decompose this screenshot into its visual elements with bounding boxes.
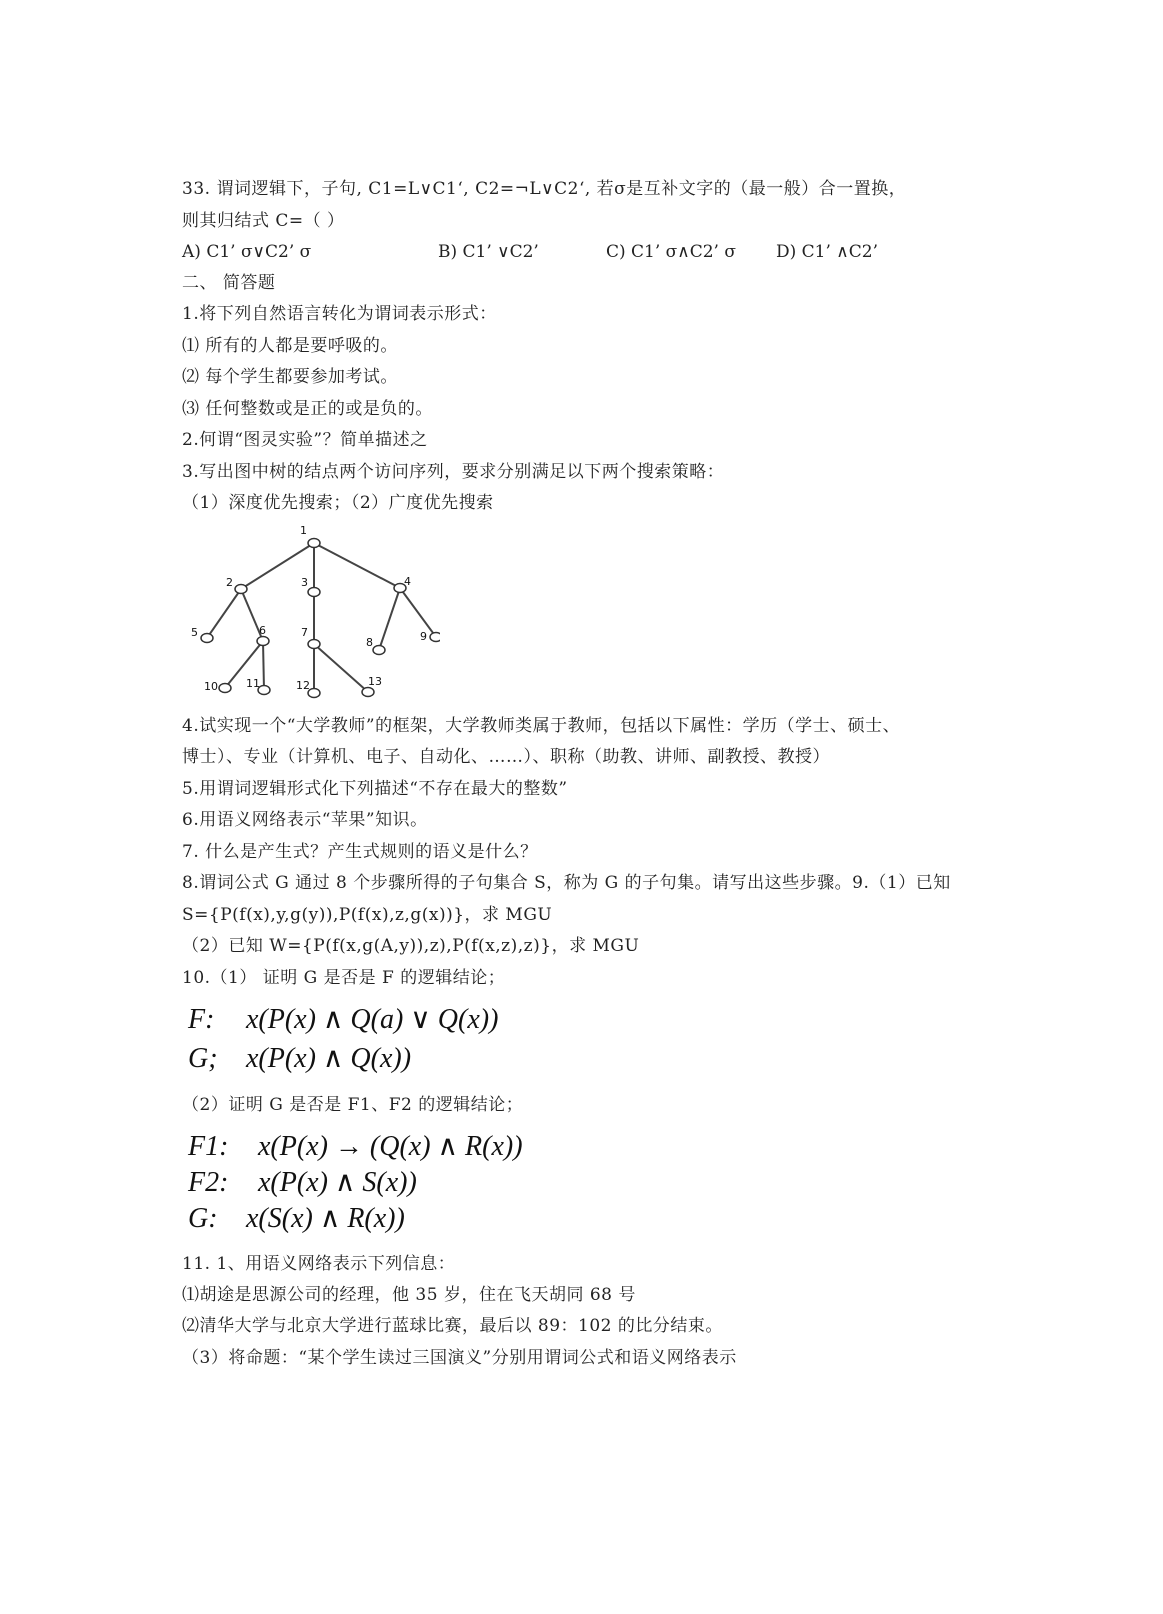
formula-F-label: F: <box>188 1004 215 1035</box>
q1-title: 1.将下列自然语言转化为谓词表示形式： <box>182 304 497 324</box>
formula-G <box>188 1043 411 1075</box>
tree-node-3 <box>308 588 320 597</box>
tree-label-13: 13 <box>368 675 382 688</box>
q5-text: 5.用谓词逻辑形式化下列描述“不存在最大的整数” <box>182 779 568 799</box>
formula-F2 <box>188 1167 417 1199</box>
q10-line2: （2）证明 G 是否是 F1、F2 的逻辑结论； <box>182 1095 524 1115</box>
tree-label-7: 7 <box>301 626 308 639</box>
tree-label-2: 2 <box>226 576 233 589</box>
tree-label-1: 1 <box>300 524 307 537</box>
tree-node-8 <box>373 646 385 655</box>
tree-label-6: 6 <box>259 624 266 637</box>
search-tree-diagram <box>180 520 440 705</box>
formula-F2-expr: x(P(x) ∧ S(x)) <box>258 1167 417 1198</box>
q33-option-c: C) C1’ σ∧C2’ σ <box>606 242 736 262</box>
q1-item-3: ⑶ 任何整数或是正的或是负的。 <box>182 399 433 419</box>
tree-edges <box>207 543 436 693</box>
q11-item-2: ⑵清华大学与北京大学进行蓝球比赛，最后以 89：102 的比分结束。 <box>182 1316 723 1336</box>
q1-item-2: ⑵ 每个学生都要参加考试。 <box>182 367 398 387</box>
tree-node-7 <box>308 640 320 649</box>
q11-title: 11. 1、用语义网络表示下列信息： <box>182 1254 456 1274</box>
formula-F2-label: F2: <box>188 1167 229 1198</box>
tree-label-12: 12 <box>296 679 310 692</box>
formula-G-label: G; <box>188 1043 218 1074</box>
tree-label-3: 3 <box>301 576 308 589</box>
q7-text: 7. 什么是产生式？产生式规则的语义是什么？ <box>182 842 538 862</box>
q8-line2: S={P(f(x),y,g(y)),P(f(x),z,g(x))}，求 MGU <box>182 905 553 925</box>
q33-option-a: A) C1’ σ∨C2’ σ <box>182 242 312 262</box>
q2-text: 2.何谓“图灵实验”？简单描述之 <box>182 430 428 450</box>
q33-option-b: B) C1’ ∨C2’ <box>438 242 539 262</box>
tree-label-9: 9 <box>420 630 427 643</box>
tree-label-5: 5 <box>191 626 198 639</box>
q33-line1: 33. 谓词逻辑下，子句, C1=L∨C1‘, C2=¬L∨C2‘, 若σ是互补文字的（最一般）合一置换， <box>182 179 907 199</box>
tree-node-9 <box>430 633 440 642</box>
section-heading: 二、 简答题 <box>182 273 276 293</box>
formula-G-expr: x(P(x) ∧ Q(x)) <box>246 1043 412 1074</box>
formula-F1 <box>188 1131 523 1163</box>
formula-F1-expr: x(P(x) → (Q(x) ∧ R(x)) <box>258 1131 523 1162</box>
q10-line1: 10.（1） 证明 G 是否是 F 的逻辑结论； <box>182 968 506 988</box>
formula-F <box>188 1004 498 1036</box>
q3-title: 3.写出图中树的结点两个访问序列，要求分别满足以下两个搜索策略： <box>182 462 725 482</box>
tree-node-5 <box>201 634 213 643</box>
tree-node-2 <box>235 585 247 594</box>
tree-node-13 <box>362 688 374 697</box>
q1-item-1: ⑴ 所有的人都是要呼吸的。 <box>182 336 398 356</box>
formula-F-expr: x(P(x) ∧ Q(a) ∨ Q(x)) <box>246 1004 499 1035</box>
tree-label-11: 11 <box>246 677 260 690</box>
formula-G2 <box>188 1203 405 1235</box>
tree-label-10: 10 <box>204 680 218 693</box>
q6-text: 6.用语义网络表示“苹果”知识。 <box>182 810 428 830</box>
q11-item-3: （3）将命题：“某个学生读过三国演义”分别用谓词公式和语义网络表示 <box>182 1348 737 1368</box>
q11-item-1: ⑴胡途是思源公司的经理，他 35 岁，住在飞天胡同 68 号 <box>182 1285 636 1305</box>
tree-node-1 <box>308 539 320 548</box>
tree-node-6 <box>257 637 269 646</box>
tree-label-4: 4 <box>404 575 411 588</box>
q8-line3: （2）已知 W={P(f(x,g(A,y)),z),P(f(x,z),z)}，求 MGU <box>182 936 640 956</box>
tree-node-10 <box>219 684 231 693</box>
q33-line2: 则其归结式 C=（ ） <box>182 211 345 231</box>
q4-line1: 4.试实现一个“大学教师”的框架，大学教师类属于教师，包括以下属性：学历（学士、硕士、 <box>182 716 901 736</box>
formula-G2-expr: x(S(x) ∧ R(x)) <box>246 1203 405 1234</box>
q8-line1: 8.谓词公式 G 通过 8 个步骤所得的子句集合 S，称为 G 的子句集。请写出这些步骤。9.（1）已知 <box>182 873 951 893</box>
formula-F1-label: F1: <box>188 1131 229 1162</box>
q33-option-d: D) C1’ ∧C2’ <box>776 242 878 262</box>
q3-sub: （1）深度优先搜索；（2）广度优先搜索 <box>182 493 494 513</box>
tree-label-8: 8 <box>366 636 373 649</box>
q4-line2: 博士）、专业（计算机、电子、自动化、……）、职称（助教、讲师、副教授、教授） <box>182 747 830 767</box>
formula-G2-label: G: <box>188 1203 218 1234</box>
